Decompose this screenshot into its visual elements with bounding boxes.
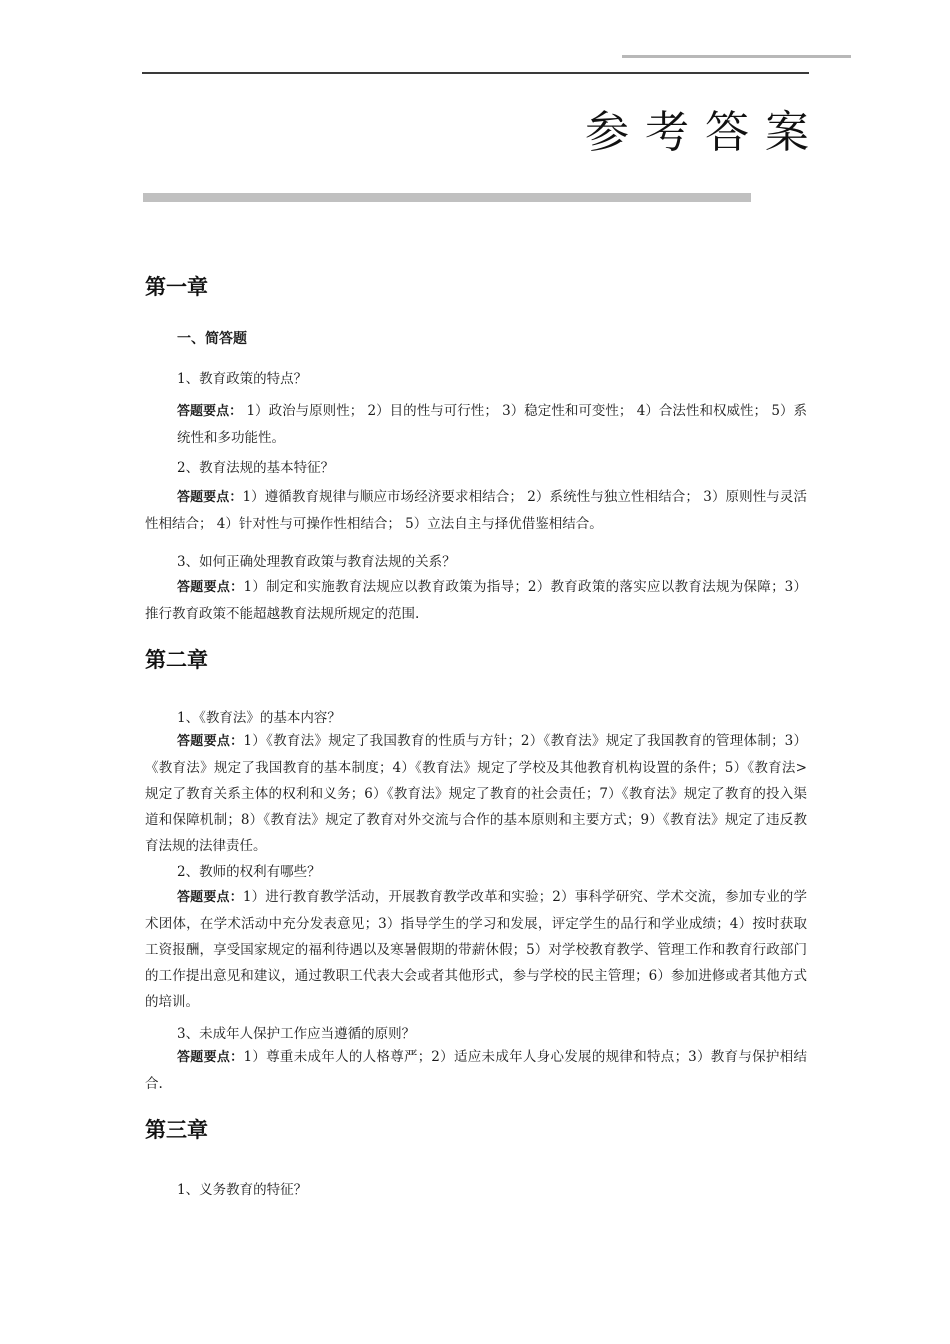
answer bbox=[145, 1044, 807, 1097]
answer-key-label: 答题要点： bbox=[177, 1050, 244, 1065]
answer bbox=[145, 574, 807, 627]
answer-text: 1）尊重未成年人的人格尊严；2）适应未成年人身心发展的规律和特点；3）教育与保护相结合. bbox=[145, 1049, 807, 1092]
question: 2、教师的权利有哪些？ bbox=[177, 864, 321, 880]
question: 1、《教育法》的基本内容？ bbox=[177, 710, 341, 726]
answer-text: 1）制定和实施教育法规应以教育政策为指导；2）教育政策的落实应以教育法规为保障；3）推行教育政策不能超越教育法规所规定的范围. bbox=[145, 579, 807, 622]
answer-key-label: 答题要点： bbox=[177, 734, 244, 749]
answer-text: 1）政治与原则性； 2）目的性与可行性； 3）稳定性和可变性； 4）合法性和权威性； 5）系统性和多功能性。 bbox=[177, 403, 807, 446]
header-rule bbox=[142, 72, 809, 74]
chapter-3-heading: 第三章 bbox=[145, 1118, 208, 1142]
answer-key-label: 答题要点： bbox=[177, 890, 243, 905]
answer-key-label: 答题要点： bbox=[177, 404, 243, 419]
chapter-1-heading: 第一章 bbox=[145, 275, 208, 299]
answer bbox=[145, 484, 807, 537]
chapter-2-heading: 第二章 bbox=[145, 648, 208, 672]
answer bbox=[145, 884, 807, 1015]
top-decorative-rule bbox=[622, 55, 851, 58]
answer-key-label: 答题要点： bbox=[177, 580, 244, 595]
answer bbox=[177, 398, 807, 451]
question: 3、未成年人保护工作应当遵循的原则？ bbox=[177, 1026, 416, 1042]
answer-text: 1）进行教育教学活动，开展教育教学改革和实验；2）事科学研究、学术交流，参加专业的学术团体，在学术活动中充分发表意见；3）指导学生的学习和发展，评定学生的品行和学业成绩；4）按时获取工资报酬，享受国家规定的福利待遇以及寒暑假期的带薪休假；5）对学校教育教学、管理工作和教育行政部门的工作提出意见和建议，通过教职工代表大会或者其他形式，参与学校的民主管理；6）参加进修或者其他方式的培训。 bbox=[145, 889, 807, 1010]
page-title: 参考答案 bbox=[585, 107, 825, 158]
question: 1、教育政策的特点？ bbox=[177, 371, 308, 387]
answer-key-label: 答题要点： bbox=[177, 490, 243, 505]
answer-text: 1）《教育法》规定了我国教育的性质与方针；2）《教育法》规定了我国教育的管理体制；3）《教育法》规定了我国教育的基本制度；4）《教育法》规定了学校及其他教育机构设置的条件；5）《教育法>规定了教育关系主体的权利和义务；6）《教育法》规定了教育的社会责任；7）《教育法》规定了教育的投入渠道和保障机制；8）《教育法》规定了教育对外交流与合作的基本原则和主要方式；9）《教育法》规定了违反教育法规的法律责任。 bbox=[145, 733, 807, 854]
answer-text: 1）遵循教育规律与顺应市场经济要求相结合； 2）系统性与独立性相结合； 3）原则性与灵活性相结合； 4）针对性与可操作性相结合； 5）立法自主与择优借鉴相结合。 bbox=[145, 489, 807, 532]
answer bbox=[145, 728, 807, 859]
question: 3、如何正确处理教育政策与教育法规的关系？ bbox=[177, 554, 456, 570]
question: 1、义务教育的特征？ bbox=[177, 1182, 308, 1198]
section-heading: 一、简答题 bbox=[177, 331, 247, 347]
question: 2、教育法规的基本特征？ bbox=[177, 460, 335, 476]
title-underline-bar bbox=[143, 193, 751, 202]
